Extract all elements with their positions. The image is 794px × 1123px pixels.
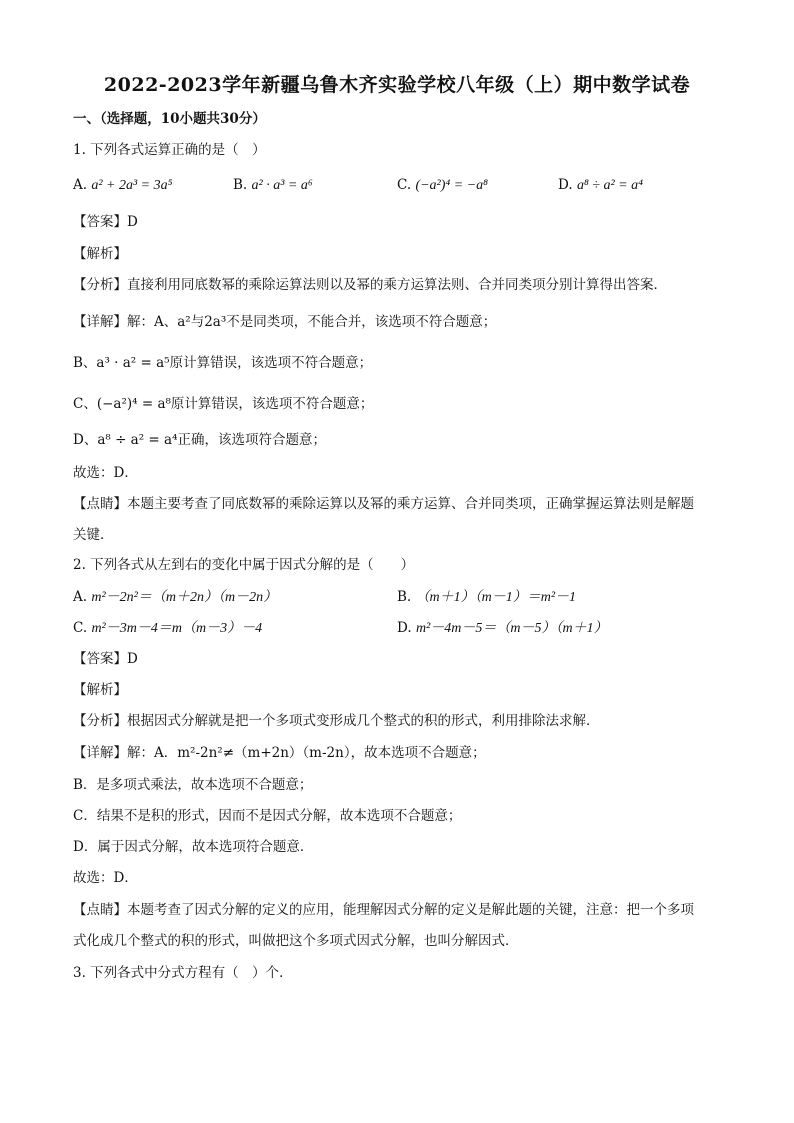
option-expr: a² · a³ = a⁶ xyxy=(251,178,313,193)
q2-option-d-explain: D．属于因式分解，故本选项符合题意． xyxy=(73,839,314,855)
option-label: B. xyxy=(397,589,412,605)
page-title: 2022-2023学年新疆乌鲁木齐实验学校八年级（上）期中数学试卷 xyxy=(103,74,691,96)
q2-option-b xyxy=(397,588,576,607)
q1-answer: 【答案】D xyxy=(73,214,138,230)
q2-option-c-explain: C．结果不是积的形式，因而不是因式分解，故本选项不合题意； xyxy=(73,808,462,824)
q1-fenxi: 【分析】直接利用同底数幂的乘除运算法则以及幂的乘方运算法则、合并同类项分别计算得出答案． xyxy=(73,277,667,293)
q1-option-c-explain: C、(−a²)⁴ = a⁸原计算错误，该选项不符合题意； xyxy=(73,396,374,412)
option-expr: （m＋1）（m－1）＝m²－1 xyxy=(415,590,577,605)
q1-option-a xyxy=(73,176,173,195)
question-3-stem: 3. 下列各式中分式方程有（ ）个． xyxy=(73,965,293,981)
option-label: C. xyxy=(397,177,412,193)
question-2-stem: 2. 下列各式从左到右的变化中属于因式分解的是（ ） xyxy=(73,557,415,573)
q2-analysis-heading: 【解析】 xyxy=(73,682,127,698)
q1-analysis-heading: 【解析】 xyxy=(73,246,127,262)
q1-dianjing-line2: 关键． xyxy=(73,527,114,543)
q1-option-b xyxy=(233,176,313,195)
option-expr: m²－3m－4＝m（m－3）－4 xyxy=(91,621,263,636)
q2-answer: 【答案】D xyxy=(73,651,138,667)
q1-choose: 故选：D． xyxy=(73,465,138,481)
q2-choose: 故选：D． xyxy=(73,870,138,886)
option-label: C. xyxy=(73,620,88,636)
q2-option-b-explain: B．是多项式乘法，故本选项不合题意； xyxy=(73,777,313,793)
q2-fenxi: 【分析】根据因式分解就是把一个多项式变形成几个整式的积的形式，利用排除法求解． xyxy=(73,713,600,729)
q1-option-c xyxy=(397,176,488,195)
q2-option-a xyxy=(73,588,277,607)
q1-option-d-explain: D、a⁸ ÷ a² = a⁴正确，该选项符合题意； xyxy=(73,432,326,448)
option-label: A. xyxy=(73,589,88,605)
q1-option-b-explain: B、a³ · a² = a⁵原计算错误，该选项不符合题意； xyxy=(73,355,373,371)
section-heading: 一、（选择题，10小题共30分） xyxy=(73,111,266,127)
q1-dianjing-line1: 【点睛】本题主要考查了同底数幂的乘除运算以及幂的乘方运算、合并同类项，正确掌握运算法则是解题 xyxy=(73,496,694,512)
option-expr: a⁸ ÷ a² = a⁴ xyxy=(576,178,643,193)
q2-option-d xyxy=(397,619,608,638)
q2-option-c xyxy=(73,619,262,638)
option-label: D. xyxy=(558,177,573,193)
option-label: B. xyxy=(233,177,248,193)
q2-dianjing-line1: 【点睛】本题考查了因式分解的定义的应用，能理解因式分解的定义是解此题的关键，注意：把一个多项 xyxy=(73,902,694,918)
option-expr: a² + 2a³ = 3a⁵ xyxy=(91,178,173,193)
option-expr: m²－2n²＝（m＋2n）（m－2n） xyxy=(91,590,278,605)
q2-dianjing-line2: 式化成几个整式的积的形式，叫做把这个多项式因式分解，也叫分解因式． xyxy=(73,933,519,949)
option-expr: m²－4m－5＝（m－5）（m＋1） xyxy=(415,621,608,636)
option-label: D. xyxy=(397,620,412,636)
q1-xiangjie: 【详解】解：A、a²与2a³不是同类项，不能合并，该选项不符合题意； xyxy=(73,314,497,330)
option-label: A. xyxy=(73,177,88,193)
q2-xiangjie: 【详解】解：A．m²-2n²≠（m+2n）（m-2n），故本选项不合题意； xyxy=(73,745,486,761)
q1-option-d xyxy=(558,176,643,195)
option-expr: (−a²)⁴ = −a⁸ xyxy=(415,178,489,193)
question-1-stem: 1. 下列各式运算正确的是（ ） xyxy=(73,142,266,158)
